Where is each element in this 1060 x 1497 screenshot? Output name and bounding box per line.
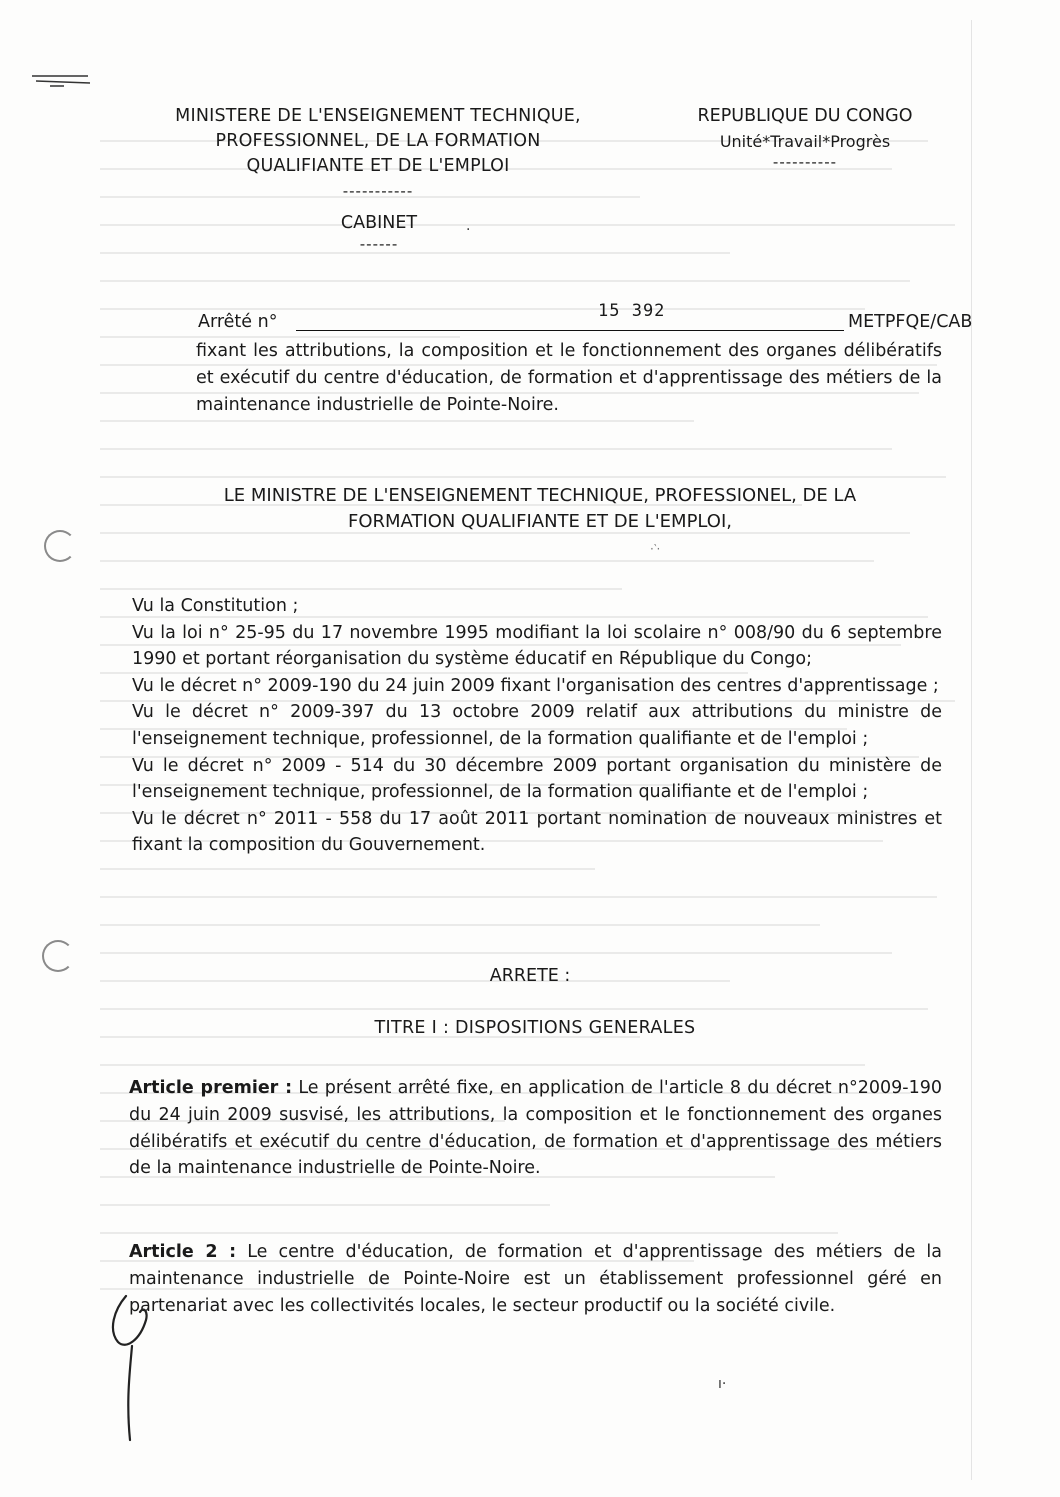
punch-hole-icon — [42, 940, 74, 972]
visa-item: Vu le décret n° 2011 - 558 du 17 août 2011 portant nomination de nouveaux ministres et fixant la composition du Gouvernement. — [132, 808, 942, 856]
handwritten-mark-icon — [30, 72, 92, 90]
cabinet-label: CABINET — [340, 213, 418, 233]
scan-speck: ·‵· — [650, 542, 661, 556]
section-title: TITRE I : DISPOSITIONS GENERALES — [374, 1018, 696, 1038]
article-body: Le présent arrêté fixe, en application de l'article 8 du décret n°2009-190 du 24 juin 2009 susvisé, les attributions, la composition et le fonctionnement des organes délibératifs et exécutif du centre d'éducation, de formation et d'apprentissage des métiers de la maintenance industrielle de Pointe-Noire. — [129, 1078, 942, 1179]
republic-header — [680, 104, 930, 170]
national-motto: Unité*Travail*Progrès — [719, 132, 891, 151]
handwritten-initial-signature — [96, 1290, 166, 1450]
page-edge-shadow — [971, 20, 972, 1480]
decree-number-line — [198, 301, 973, 336]
decree-label: Arrêté n° — [198, 312, 278, 332]
ministry-line: PROFESSIONNEL, DE LA FORMATION — [215, 131, 541, 151]
article-body: Le centre d'éducation, de formation et d'apprentissage des métiers de la maintenance industrielle de Pointe-Noire est un établissement professionnel géré en partenariat avec les collectivités locales, le secteur productif ou la société civile. — [129, 1242, 943, 1316]
visa-item: Vu la Constitution ; — [132, 596, 299, 616]
minister-line: FORMATION QUALIFIANTE ET DE L'EMPLOI, — [347, 511, 733, 532]
decree-subject: fixant les attributions, la composition et le fonctionnement des organes délibératifs et exécutif du centre d'éducation, de formation et d'apprentissage des métiers de la maintenance industrielle de Pointe-Noire. — [196, 341, 942, 415]
decree-reference: METPFQE/CAB — [848, 312, 973, 332]
visa-item: Vu le décret n° 2009-190 du 24 juin 2009 fixant l'organisation des centres d'apprentissage ; — [132, 675, 939, 696]
scan-speck: · — [466, 222, 471, 238]
minister-line: LE MINISTRE DE L'ENSEIGNEMENT TECHNIQUE, PROFESSIONEL, DE LA — [223, 485, 857, 506]
republic-name: REPUBLIQUE DU CONGO — [697, 106, 913, 126]
article-2 — [129, 1239, 942, 1319]
ministry-line: QUALIFIANTE ET DE L'EMPLOI — [246, 156, 510, 176]
republic-dashes: ---------- — [772, 153, 838, 171]
minister-heading — [150, 483, 930, 535]
ministry-header — [128, 104, 628, 199]
visa-item: Vu le décret n° 2009 - 514 du 30 décembre 2009 portant organisation du ministère de l'enseignement technique, professionnel, de la formation qualifiante et de l'emploi ; — [132, 755, 942, 803]
decree-number: 15 392 — [598, 301, 666, 321]
punch-hole-icon — [44, 530, 76, 562]
visas-list — [132, 593, 942, 859]
ministry-line: MINISTERE DE L'ENSEIGNEMENT TECHNIQUE, — [175, 106, 581, 126]
article-heading: Article 2 : — [129, 1242, 237, 1262]
ministry-dashes: ----------- — [342, 182, 414, 200]
article-heading: Article premier : — [129, 1078, 293, 1098]
arrete-title: ARRETE : — [489, 966, 571, 986]
cabinet-heading — [300, 210, 458, 252]
visa-item: Vu la loi n° 25-95 du 17 novembre 1995 modifiant la loi scolaire n° 008/90 du 6 septembre 1990 et portant réorganisation du système éducatif en République du Congo; — [132, 622, 942, 670]
number-underline — [296, 330, 844, 331]
article-1 — [129, 1075, 942, 1182]
visa-item: Vu le décret n° 2009-397 du 13 octobre 2009 relatif aux attributions du ministre de l'enseignement technique, professionnel, de la formation qualifiante et de l'emploi ; — [132, 702, 942, 749]
scan-speck: ı· — [718, 1376, 727, 1392]
cabinet-dashes: ------ — [359, 235, 399, 253]
